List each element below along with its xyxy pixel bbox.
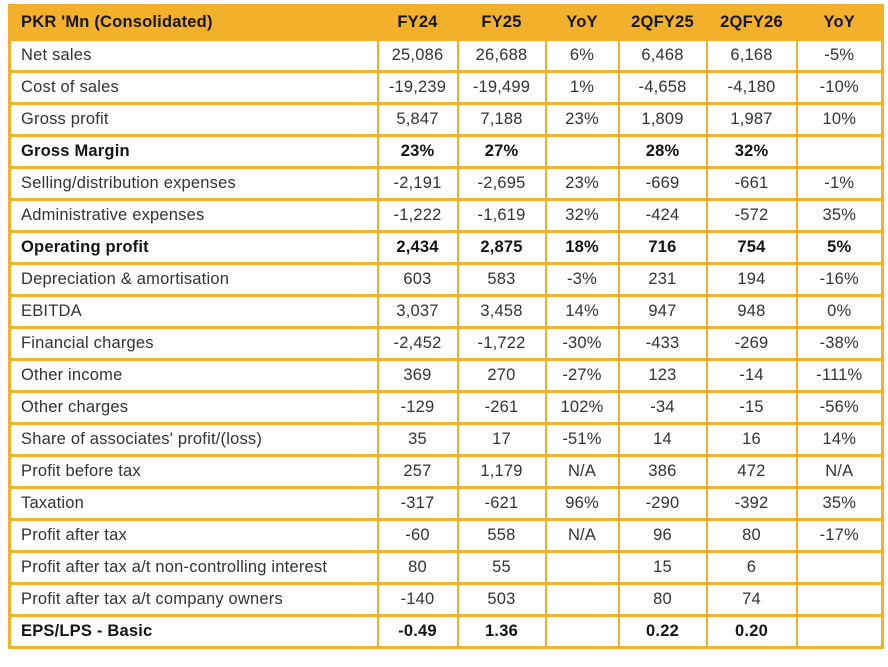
value-cell: 23% — [378, 136, 458, 168]
value-cell: 96 — [619, 520, 707, 552]
row-label: Profit after tax — [10, 520, 378, 552]
value-cell: -51% — [546, 424, 619, 456]
value-cell: N/A — [546, 520, 619, 552]
row-label: Taxation — [10, 488, 378, 520]
value-cell: 35% — [797, 200, 883, 232]
value-cell: 558 — [458, 520, 546, 552]
table-row — [10, 424, 883, 456]
value-cell: 0.20 — [707, 616, 797, 648]
value-cell: 80 — [619, 584, 707, 616]
value-cell: -56% — [797, 392, 883, 424]
value-cell: 754 — [707, 232, 797, 264]
row-label: Selling/distribution expenses — [10, 168, 378, 200]
row-label: Profit before tax — [10, 456, 378, 488]
value-cell: -15 — [707, 392, 797, 424]
value-cell — [797, 616, 883, 648]
value-cell: 1,809 — [619, 104, 707, 136]
table-row — [10, 456, 883, 488]
value-cell: 25,086 — [378, 40, 458, 72]
financial-results-table — [8, 4, 884, 649]
value-cell: 6% — [546, 40, 619, 72]
row-label: Gross Margin — [10, 136, 378, 168]
row-label: EPS/LPS - Basic — [10, 616, 378, 648]
table-row — [10, 40, 883, 72]
value-cell: 6,468 — [619, 40, 707, 72]
value-cell: 1% — [546, 72, 619, 104]
value-cell: 503 — [458, 584, 546, 616]
value-cell: 472 — [707, 456, 797, 488]
value-cell: 23% — [546, 168, 619, 200]
column-header-2qfy25-3: 2QFY25 — [619, 6, 707, 40]
table-row — [10, 72, 883, 104]
value-cell: -19,499 — [458, 72, 546, 104]
value-cell — [797, 552, 883, 584]
value-cell: 74 — [707, 584, 797, 616]
table-row — [10, 200, 883, 232]
value-cell — [546, 552, 619, 584]
value-cell: -19,239 — [378, 72, 458, 104]
value-cell: 26,688 — [458, 40, 546, 72]
value-cell: 0.22 — [619, 616, 707, 648]
value-cell: 3,037 — [378, 296, 458, 328]
table-row — [10, 360, 883, 392]
value-cell: -2,695 — [458, 168, 546, 200]
value-cell: 2,875 — [458, 232, 546, 264]
table-row — [10, 552, 883, 584]
value-cell: 3,458 — [458, 296, 546, 328]
value-cell: -2,191 — [378, 168, 458, 200]
table-row — [10, 584, 883, 616]
value-cell — [797, 136, 883, 168]
value-cell: 18% — [546, 232, 619, 264]
value-cell: 23% — [546, 104, 619, 136]
row-label: Depreciation & amortisation — [10, 264, 378, 296]
value-cell: 15 — [619, 552, 707, 584]
row-label: Administrative expenses — [10, 200, 378, 232]
table-row — [10, 488, 883, 520]
value-cell: 1.36 — [458, 616, 546, 648]
value-cell: 5,847 — [378, 104, 458, 136]
value-cell: 55 — [458, 552, 546, 584]
value-cell: 6,168 — [707, 40, 797, 72]
value-cell — [546, 616, 619, 648]
table-row — [10, 136, 883, 168]
value-cell: 603 — [378, 264, 458, 296]
value-cell: -1,722 — [458, 328, 546, 360]
table-row — [10, 296, 883, 328]
table-row — [10, 616, 883, 648]
column-header-yoy-2: YoY — [546, 6, 619, 40]
row-label: Financial charges — [10, 328, 378, 360]
value-cell: 386 — [619, 456, 707, 488]
value-cell: -1% — [797, 168, 883, 200]
value-cell: -38% — [797, 328, 883, 360]
row-label: Profit after tax a/t non-controlling interest — [10, 552, 378, 584]
value-cell: N/A — [797, 456, 883, 488]
value-cell: -10% — [797, 72, 883, 104]
value-cell: -140 — [378, 584, 458, 616]
value-cell: 270 — [458, 360, 546, 392]
value-cell — [797, 584, 883, 616]
value-cell: -17% — [797, 520, 883, 552]
value-cell: 1,987 — [707, 104, 797, 136]
value-cell: 10% — [797, 104, 883, 136]
value-cell: 14% — [546, 296, 619, 328]
value-cell: -433 — [619, 328, 707, 360]
value-cell: -27% — [546, 360, 619, 392]
table-header — [10, 6, 883, 40]
value-cell: -1,619 — [458, 200, 546, 232]
value-cell: -2,452 — [378, 328, 458, 360]
value-cell: -621 — [458, 488, 546, 520]
table-row — [10, 520, 883, 552]
value-cell: 35 — [378, 424, 458, 456]
value-cell: 369 — [378, 360, 458, 392]
table-row — [10, 264, 883, 296]
value-cell: -5% — [797, 40, 883, 72]
value-cell: 6 — [707, 552, 797, 584]
table-row — [10, 232, 883, 264]
value-cell: 80 — [378, 552, 458, 584]
value-cell: -4,180 — [707, 72, 797, 104]
row-label: Other income — [10, 360, 378, 392]
value-cell: -0.49 — [378, 616, 458, 648]
value-cell: 123 — [619, 360, 707, 392]
value-cell: 16 — [707, 424, 797, 456]
value-cell: -4,658 — [619, 72, 707, 104]
value-cell: 32% — [546, 200, 619, 232]
row-label: Cost of sales — [10, 72, 378, 104]
value-cell: 0% — [797, 296, 883, 328]
value-cell: -111% — [797, 360, 883, 392]
value-cell: 947 — [619, 296, 707, 328]
value-cell: 5% — [797, 232, 883, 264]
value-cell: -317 — [378, 488, 458, 520]
value-cell: 194 — [707, 264, 797, 296]
table-row — [10, 328, 883, 360]
header-row — [10, 6, 883, 40]
value-cell: 583 — [458, 264, 546, 296]
table-row — [10, 104, 883, 136]
value-cell: N/A — [546, 456, 619, 488]
value-cell: 35% — [797, 488, 883, 520]
column-header-yoy-5: YoY — [797, 6, 883, 40]
value-cell: 14% — [797, 424, 883, 456]
value-cell: 716 — [619, 232, 707, 264]
value-cell: -661 — [707, 168, 797, 200]
value-cell: -30% — [546, 328, 619, 360]
value-cell: -1,222 — [378, 200, 458, 232]
value-cell: -129 — [378, 392, 458, 424]
column-header-fy24-0: FY24 — [378, 6, 458, 40]
value-cell: -572 — [707, 200, 797, 232]
value-cell: -392 — [707, 488, 797, 520]
value-cell — [546, 136, 619, 168]
value-cell: 257 — [378, 456, 458, 488]
value-cell: 17 — [458, 424, 546, 456]
value-cell: -261 — [458, 392, 546, 424]
value-cell: -3% — [546, 264, 619, 296]
row-label: Share of associates' profit/(loss) — [10, 424, 378, 456]
value-cell: 948 — [707, 296, 797, 328]
value-cell: -424 — [619, 200, 707, 232]
table-row — [10, 168, 883, 200]
table-row — [10, 392, 883, 424]
value-cell: -669 — [619, 168, 707, 200]
value-cell: 27% — [458, 136, 546, 168]
value-cell: 14 — [619, 424, 707, 456]
value-cell: 1,179 — [458, 456, 546, 488]
value-cell: 231 — [619, 264, 707, 296]
column-header-fy25-1: FY25 — [458, 6, 546, 40]
value-cell: 102% — [546, 392, 619, 424]
value-cell: -14 — [707, 360, 797, 392]
row-label: Operating profit — [10, 232, 378, 264]
table-body — [10, 40, 883, 648]
value-cell: -34 — [619, 392, 707, 424]
value-cell: -16% — [797, 264, 883, 296]
column-header-2qfy26-4: 2QFY26 — [707, 6, 797, 40]
value-cell: 96% — [546, 488, 619, 520]
value-cell: 7,188 — [458, 104, 546, 136]
value-cell: -269 — [707, 328, 797, 360]
value-cell: -290 — [619, 488, 707, 520]
value-cell: 28% — [619, 136, 707, 168]
table-title: PKR 'Mn (Consolidated) — [10, 6, 378, 40]
row-label: EBITDA — [10, 296, 378, 328]
row-label: Net sales — [10, 40, 378, 72]
value-cell: 2,434 — [378, 232, 458, 264]
value-cell — [546, 584, 619, 616]
value-cell: 32% — [707, 136, 797, 168]
value-cell: 80 — [707, 520, 797, 552]
row-label: Gross profit — [10, 104, 378, 136]
row-label: Other charges — [10, 392, 378, 424]
value-cell: -60 — [378, 520, 458, 552]
row-label: Profit after tax a/t company owners — [10, 584, 378, 616]
